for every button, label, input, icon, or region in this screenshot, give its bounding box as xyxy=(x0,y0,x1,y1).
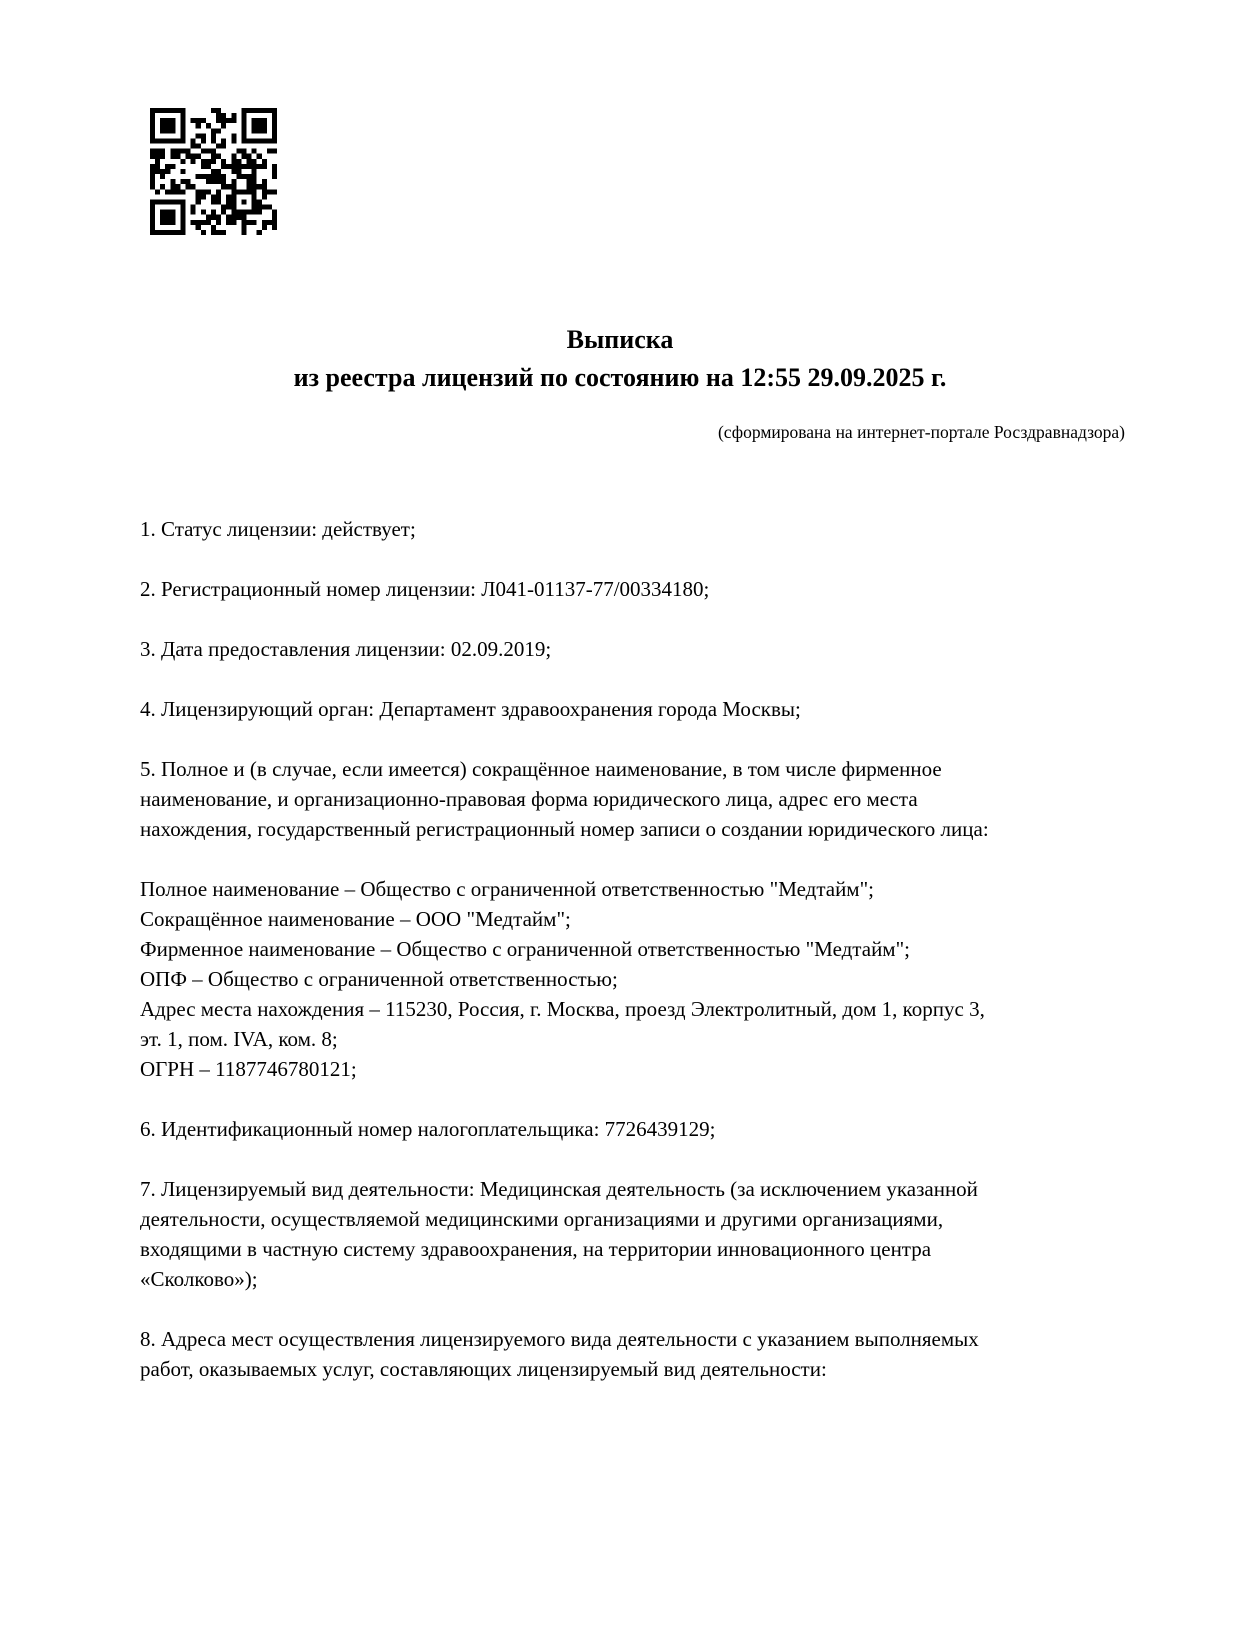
text-line: эт. 1, пом. IVA, ком. 8; xyxy=(140,1027,338,1051)
document-title-line2: из реестра лицензий по состоянию на 12:55 29.09.2025 г. xyxy=(293,363,947,392)
registration-number xyxy=(140,574,1140,604)
license-status xyxy=(140,514,1140,544)
text-line: 2. Регистрационный номер лицензии: Л041-01137-77/00334180; xyxy=(140,577,710,601)
text-line: Фирменное наименование – Общество с ограниченной ответственностью "Медтайм"; xyxy=(140,937,910,961)
activity-addresses-intro xyxy=(140,1324,1140,1384)
organization-details xyxy=(140,874,1140,1084)
text-line: Сокращённое наименование – ООО "Медтайм"; xyxy=(140,907,571,931)
text-line: 6. Идентификационный номер налогоплательщика: 7726439129; xyxy=(140,1117,716,1141)
text-line: 7. Лицензируемый вид деятельности: Медицинская деятельность (за исключением указанной xyxy=(140,1177,978,1201)
license-grant-date xyxy=(140,634,1140,664)
text-line: наименование, и организационно-правовая форма юридического лица, адрес его места xyxy=(140,787,918,811)
text-line: Адрес места нахождения – 115230, Россия, г. Москва, проезд Электролитный, дом 1, корпус 3, xyxy=(140,997,985,1021)
text-line: 3. Дата предоставления лицензии: 02.09.2019; xyxy=(140,637,552,661)
document-body xyxy=(140,514,1140,1414)
text-line: работ, оказываемых услуг, составляющих лицензируемый вид деятельности: xyxy=(140,1357,827,1381)
text-line: 4. Лицензирующий орган: Департамент здравоохранения города Москвы; xyxy=(140,697,801,721)
text-line: ОПФ – Общество с ограниченной ответственностью; xyxy=(140,967,618,991)
text-line: «Сколково»); xyxy=(140,1267,258,1291)
text-line: ОГРН – 1187746780121; xyxy=(140,1057,357,1081)
taxpayer-number xyxy=(140,1114,1140,1144)
licensed-activity xyxy=(140,1174,1140,1294)
text-line: нахождения, государственный регистрационный номер записи о создании юридического лица: xyxy=(140,817,989,841)
text-line: Полное наименование – Общество с ограниченной ответственностью "Медтайм"; xyxy=(140,877,875,901)
text-line: входящими в частную систему здравоохранения, на территории инновационного центра xyxy=(140,1237,932,1261)
text-line: 8. Адреса мест осуществления лицензируемого вида деятельности с указанием выполняемых xyxy=(140,1327,979,1351)
item5-naming-intro xyxy=(140,754,1140,844)
licensing-authority xyxy=(140,694,1140,724)
document-title-line1: Выписка xyxy=(566,325,674,354)
text-line: 1. Статус лицензии: действует; xyxy=(140,517,416,541)
text-line: деятельности, осуществляемой медицинскими организациями и другими организациями, xyxy=(140,1207,944,1231)
document-title xyxy=(0,321,1240,397)
qr-code xyxy=(150,108,277,235)
document-subtitle: (сформирована на интернет-портале Росздравнадзора) xyxy=(717,422,1125,442)
text-line: 5. Полное и (в случае, если имеется) сокращённое наименование, в том числе фирменное xyxy=(140,757,942,781)
